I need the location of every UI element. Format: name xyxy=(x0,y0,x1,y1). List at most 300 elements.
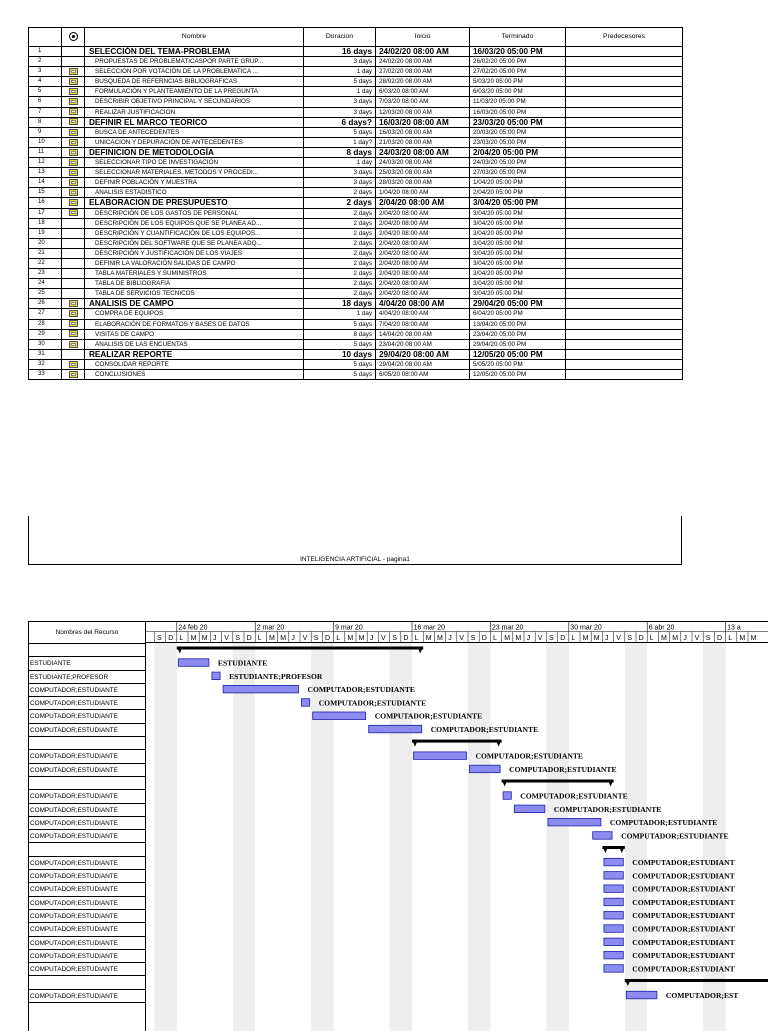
summary-bar[interactable] xyxy=(177,647,423,650)
task-indicator xyxy=(62,370,85,380)
task-name: SELECCIÓN DEL TEMA-PROBLEMA xyxy=(85,47,304,57)
header-id[interactable] xyxy=(29,28,62,47)
notes-icon xyxy=(69,88,78,95)
task-bar[interactable] xyxy=(369,725,422,733)
day-label: V xyxy=(694,635,700,642)
task-row[interactable] xyxy=(29,359,683,369)
summary-end-cap xyxy=(608,780,614,787)
task-start: 12/03/20 08:00 AM xyxy=(376,107,470,117)
resource-name: COMPUTADOR;ESTUDIANTE xyxy=(30,806,118,814)
task-row[interactable] xyxy=(29,258,683,268)
task-predecessors xyxy=(566,178,683,188)
day-label: V xyxy=(224,635,229,642)
task-name: SELECCIONAR MATERIALES, METODOS Y PROCEDI... xyxy=(85,168,304,178)
task-start: 2/04/20 08:00 AM xyxy=(376,218,470,228)
resource-name: COMPUTADOR;ESTUDIANTE xyxy=(30,939,118,947)
task-start: 24/02/20 08:00 AM xyxy=(376,47,470,57)
resource-name: COMPUTADOR;ESTUDIANTE xyxy=(30,926,118,934)
task-duration: 2 days xyxy=(304,208,376,218)
task-bar[interactable] xyxy=(604,898,623,906)
task-start: 6/03/20 08:00 AM xyxy=(376,87,470,97)
resource-name: COMPUTADOR;ESTUDIANTE xyxy=(30,833,118,841)
task-predecessors xyxy=(566,97,683,107)
task-bar-label: COMPUTADOR;ESTUDIANTE xyxy=(307,685,415,695)
header-indicators[interactable] xyxy=(62,28,85,47)
task-bar[interactable] xyxy=(626,991,657,999)
resource-row[interactable] xyxy=(29,724,145,737)
task-row[interactable] xyxy=(29,107,683,117)
task-name: DESCRIPCIÓN Y JUSTIFICACIÓN DE LOS VIAJES xyxy=(85,248,304,258)
resource-name: ESTUDIANTE xyxy=(30,660,71,668)
day-label: L xyxy=(336,635,341,642)
task-predecessors xyxy=(566,329,683,339)
resource-row[interactable] xyxy=(29,963,145,976)
task-predecessors xyxy=(566,147,683,157)
task-indicator xyxy=(62,198,85,208)
day-label: D xyxy=(481,635,487,642)
task-row[interactable] xyxy=(29,127,683,137)
task-finish: 3/04/20 05:00 PM xyxy=(470,198,566,208)
task-bar[interactable] xyxy=(604,912,623,920)
task-start: 2/04/20 08:00 AM xyxy=(376,208,470,218)
task-name: SELECCION POR VOTACIÓN DE LA PROBLEMATICA ... xyxy=(85,67,304,77)
day-label: D xyxy=(560,635,566,642)
task-finish: 3/04/20 05:00 PM xyxy=(470,228,566,238)
task-row[interactable] xyxy=(29,178,683,188)
task-bar[interactable] xyxy=(212,672,220,680)
resource-row[interactable] xyxy=(29,857,145,870)
task-name: FORMULACIÓN Y PLANTEAMIENTO DE LA PREGUNTA xyxy=(85,87,304,97)
task-name: BUSQUEDA DE REFERNCIAS BIBLIOGRAFICAS xyxy=(85,77,304,87)
task-name: ELABORACION DE PRESUPUESTO xyxy=(85,198,304,208)
task-duration: 2 days xyxy=(304,279,376,289)
task-duration: 8 days xyxy=(304,329,376,339)
task-predecessors xyxy=(566,319,683,329)
weekend-shade xyxy=(558,643,569,1031)
resource-row[interactable] xyxy=(29,710,145,723)
task-duration: 1 day xyxy=(304,67,376,77)
summary-end-cap xyxy=(496,740,502,747)
task-row[interactable] xyxy=(29,238,683,248)
task-bar-label: COMPUTADOR;ESTUDIANTE xyxy=(553,804,662,814)
summary-end-cap xyxy=(619,846,625,853)
resource-row[interactable] xyxy=(29,657,145,670)
task-indicator xyxy=(62,319,85,329)
weekend-shade xyxy=(468,643,479,1031)
resource-row[interactable] xyxy=(29,737,145,750)
task-bar[interactable] xyxy=(604,938,623,946)
task-row[interactable] xyxy=(29,370,683,380)
task-bar[interactable] xyxy=(548,818,601,826)
task-finish: 27/03/20 05:00 PM xyxy=(470,168,566,178)
task-bar-label: COMPUTADOR;ESTUDIANT xyxy=(632,964,735,974)
resource-row[interactable] xyxy=(29,644,145,657)
task-bar[interactable] xyxy=(604,951,623,959)
task-id: 9 xyxy=(29,127,62,137)
task-row[interactable] xyxy=(29,228,683,238)
task-indicator xyxy=(62,67,85,77)
task-row[interactable] xyxy=(29,248,683,258)
task-finish: 3/04/20 05:00 PM xyxy=(470,218,566,228)
day-label: S xyxy=(705,635,711,642)
resource-panel xyxy=(28,621,146,1031)
task-bar[interactable] xyxy=(593,832,612,840)
task-finish: 3/04/20 05:00 PM xyxy=(470,269,566,279)
task-row[interactable] xyxy=(29,198,683,208)
task-indicator xyxy=(62,158,85,168)
task-finish: 16/03/20 05:00 PM xyxy=(470,107,566,117)
task-start: 24/03/20 08:00 AM xyxy=(376,158,470,168)
resource-row[interactable] xyxy=(29,790,145,803)
task-id: 15 xyxy=(29,188,62,198)
day-label: S xyxy=(235,635,241,642)
notes-icon xyxy=(69,159,78,166)
task-bar[interactable] xyxy=(223,685,298,693)
resource-row[interactable] xyxy=(29,950,145,963)
task-row[interactable] xyxy=(29,289,683,299)
resource-row[interactable] xyxy=(29,843,145,856)
task-bar-label: COMPUTADOR;ESTUDIANT xyxy=(632,937,735,947)
task-start: 24/02/20 08:00 AM xyxy=(376,57,470,67)
task-row[interactable] xyxy=(29,117,683,127)
resource-row[interactable] xyxy=(29,830,145,843)
weekend-shade xyxy=(546,643,557,1031)
day-label: J xyxy=(605,635,609,642)
task-row[interactable] xyxy=(29,188,683,198)
resource-row[interactable] xyxy=(29,764,145,777)
table-header-row xyxy=(29,28,683,47)
task-bar[interactable] xyxy=(313,712,366,720)
notes-icon xyxy=(69,341,78,348)
task-indicator xyxy=(62,309,85,319)
task-id: 5 xyxy=(29,87,62,97)
task-duration: 3 days xyxy=(304,97,376,107)
task-row[interactable] xyxy=(29,208,683,218)
task-finish: 26/02/20 05:00 PM xyxy=(470,57,566,67)
task-row[interactable] xyxy=(29,147,683,157)
task-id: 8 xyxy=(29,117,62,127)
task-indicator xyxy=(62,97,85,107)
task-row[interactable] xyxy=(29,87,683,97)
notes-icon xyxy=(69,108,78,115)
task-bar[interactable] xyxy=(414,752,467,760)
task-id: 33 xyxy=(29,370,62,380)
resource-name: COMPUTADOR;ESTUDIANTE xyxy=(30,686,118,694)
task-start: 16/03/20 08:00 AM xyxy=(376,117,470,127)
task-predecessors xyxy=(566,349,683,359)
day-label: J xyxy=(683,635,687,642)
day-label: S xyxy=(627,635,633,642)
notes-icon xyxy=(69,310,78,317)
task-bar-label: COMPUTADOR;ESTUDIANTE xyxy=(430,725,539,734)
notes-icon xyxy=(69,199,78,206)
task-duration: 3 days xyxy=(304,168,376,178)
task-row[interactable] xyxy=(29,339,683,349)
day-label: D xyxy=(246,635,252,642)
day-label: M xyxy=(358,635,365,642)
task-start: 7/03/20 08:00 AM xyxy=(376,97,470,107)
resource-row[interactable] xyxy=(29,817,145,830)
task-finish: 12/05/20 05:00 PM xyxy=(470,370,566,380)
task-finish: 6/04/20 05:00 PM xyxy=(470,309,566,319)
task-row[interactable] xyxy=(29,158,683,168)
notes-icon xyxy=(69,98,78,105)
task-name: DEFINIR EL MARCO TEORICO xyxy=(85,117,304,127)
day-label: D xyxy=(325,635,331,642)
gantt-chart xyxy=(146,621,768,1031)
task-name: VISITAS DE CAMPO xyxy=(85,329,304,339)
task-start: 4/04/20 08:00 AM xyxy=(376,299,470,309)
header-start[interactable]: Inicio xyxy=(376,28,470,47)
task-duration: 3 days xyxy=(304,107,376,117)
task-finish: 23/03/20 05:00 PM xyxy=(470,137,566,147)
task-name: DEFINICION DE METODOLOGÍA xyxy=(85,147,304,157)
task-predecessors xyxy=(566,279,683,289)
resource-row[interactable] xyxy=(29,937,145,950)
task-bar[interactable] xyxy=(503,792,511,800)
task-start: 25/03/20 08:00 AM xyxy=(376,168,470,178)
task-start: 27/02/20 08:00 AM xyxy=(376,67,470,77)
task-bar-label: COMPUTADOR;ESTUDIANT xyxy=(632,924,735,934)
task-id: 21 xyxy=(29,248,62,258)
resource-name: COMPUTADOR;ESTUDIANTE xyxy=(30,819,118,827)
resource-row[interactable] xyxy=(29,804,145,817)
resource-row[interactable] xyxy=(29,990,145,1003)
task-bar[interactable] xyxy=(470,765,501,773)
notes-icon xyxy=(69,139,78,146)
resource-name: COMPUTADOR;ESTUDIANTE xyxy=(30,992,118,1000)
task-indicator xyxy=(62,218,85,228)
header-duration[interactable]: Duracion xyxy=(304,28,376,47)
task-id: 27 xyxy=(29,309,62,319)
task-start: 2/04/20 08:00 AM xyxy=(376,258,470,268)
task-predecessors xyxy=(566,339,683,349)
task-bar[interactable] xyxy=(604,925,623,933)
task-start: 28/03/20 08:00 AM xyxy=(376,178,470,188)
notes-icon xyxy=(69,68,78,75)
task-id: 18 xyxy=(29,218,62,228)
task-row[interactable] xyxy=(29,168,683,178)
header-finish[interactable]: Terminado xyxy=(470,28,566,47)
task-bar-label: COMPUTADOR;ESTUDIANT xyxy=(632,897,735,907)
task-bar[interactable] xyxy=(178,659,209,667)
task-duration: 18 days xyxy=(304,299,376,309)
task-row[interactable] xyxy=(29,329,683,339)
task-start: 2/04/20 08:00 AM xyxy=(376,228,470,238)
task-id: 7 xyxy=(29,107,62,117)
resource-name: COMPUTADOR;ESTUDIANTE xyxy=(30,873,118,881)
task-id: 12 xyxy=(29,158,62,168)
task-indicator xyxy=(62,147,85,157)
task-duration: 1 day? xyxy=(304,137,376,147)
resource-name: COMPUTADOR;ESTUDIANTE xyxy=(30,726,118,734)
resource-name: COMPUTADOR;ESTUDIANTE xyxy=(30,952,118,960)
task-row[interactable] xyxy=(29,279,683,289)
task-bar[interactable] xyxy=(604,965,623,973)
task-row[interactable] xyxy=(29,218,683,228)
week-label: 13 a xyxy=(727,624,741,632)
task-predecessors xyxy=(566,238,683,248)
task-predecessors xyxy=(566,137,683,147)
resource-row[interactable] xyxy=(29,684,145,697)
summary-bar[interactable] xyxy=(625,979,768,982)
task-bar-label: COMPUTADOR;ESTUDIANT xyxy=(632,911,735,921)
task-name: ELABORACIÓN DE FORMATOS Y BASES DE DATOS xyxy=(85,319,304,329)
header-name[interactable]: Nombre xyxy=(85,28,304,47)
day-label: V xyxy=(302,635,308,642)
task-indicator xyxy=(62,329,85,339)
task-predecessors xyxy=(566,77,683,87)
summary-start-cap xyxy=(177,647,183,654)
task-duration: 2 days xyxy=(304,238,376,248)
task-bar[interactable] xyxy=(604,858,623,866)
resource-row[interactable] xyxy=(29,883,145,896)
resource-name: COMPUTADOR;ESTUDIANTE xyxy=(30,966,118,974)
task-row[interactable] xyxy=(29,309,683,319)
weekend-shade xyxy=(154,643,165,1031)
task-name: SELECCIONAR TIPO DE INVESTIGACIÓN xyxy=(85,158,304,168)
task-id: 20 xyxy=(29,238,62,248)
task-bar[interactable] xyxy=(302,699,310,707)
task-finish: 16/03/20 05:00 PM xyxy=(470,47,566,57)
day-label: D xyxy=(717,635,723,642)
task-predecessors xyxy=(566,168,683,178)
task-row[interactable] xyxy=(29,299,683,309)
task-row[interactable] xyxy=(29,67,683,77)
task-indicator xyxy=(62,168,85,178)
task-name: DESCRIPCIÓN DE LOS EQUIPOS QUE SE PLANEA AD... xyxy=(85,218,304,228)
task-predecessors xyxy=(566,289,683,299)
task-start: 2/04/20 08:00 AM xyxy=(376,269,470,279)
task-indicator xyxy=(62,107,85,117)
task-name: REALIZAR JUSTIFICACION xyxy=(85,107,304,117)
task-predecessors xyxy=(566,309,683,319)
resource-row[interactable] xyxy=(29,870,145,883)
week-label: 23 mar 20 xyxy=(491,624,524,632)
task-bar[interactable] xyxy=(604,885,623,893)
task-duration: 6 days? xyxy=(304,117,376,127)
task-row[interactable] xyxy=(29,77,683,87)
task-bar[interactable] xyxy=(604,872,623,880)
day-label: S xyxy=(549,635,554,642)
day-label: M xyxy=(201,635,208,642)
resource-row[interactable] xyxy=(29,910,145,923)
resource-row[interactable] xyxy=(29,897,145,910)
task-duration: 16 days xyxy=(304,47,376,57)
task-predecessors xyxy=(566,299,683,309)
task-predecessors xyxy=(566,127,683,137)
task-bar-label: COMPUTADOR;ESTUDIANTE xyxy=(520,791,628,801)
task-start: 6/05/20 08:00 AM xyxy=(376,370,470,380)
task-id: 11 xyxy=(29,147,62,157)
task-id: 26 xyxy=(29,299,62,309)
task-finish: 13/04/20 05:00 PM xyxy=(470,319,566,329)
task-bar-label: ESTUDIANTE;PROFESOR xyxy=(229,671,323,681)
summary-bar[interactable] xyxy=(412,740,502,743)
notes-icon xyxy=(69,361,78,368)
notes-icon xyxy=(69,189,78,196)
task-finish: 3/04/20 05:00 PM xyxy=(470,248,566,258)
day-label: L xyxy=(257,635,262,642)
resource-header[interactable]: Nombres del Recurso xyxy=(29,622,145,644)
week-label: 9 mar 20 xyxy=(335,624,363,632)
notes-icon xyxy=(69,330,78,337)
task-finish: 29/04/20 05:00 PM xyxy=(470,299,566,309)
task-duration: 1 day xyxy=(304,158,376,168)
task-id: 6 xyxy=(29,97,62,107)
task-duration: 10 days xyxy=(304,349,376,359)
summary-bar[interactable] xyxy=(502,780,614,783)
resource-row[interactable] xyxy=(29,671,145,684)
day-label: L xyxy=(571,635,576,642)
task-row[interactable] xyxy=(29,269,683,279)
resource-list xyxy=(29,644,145,1003)
resource-row[interactable] xyxy=(29,750,145,763)
task-finish: 20/03/20 05:00 PM xyxy=(470,127,566,137)
summary-start-cap xyxy=(602,846,608,853)
task-row[interactable] xyxy=(29,349,683,359)
task-row[interactable] xyxy=(29,319,683,329)
task-indicator xyxy=(62,289,85,299)
task-bar-label: COMPUTADOR;ESTUDIANTE xyxy=(621,831,729,841)
header-predecessors[interactable]: Predecesores xyxy=(566,28,683,47)
task-duration: 2 days xyxy=(304,269,376,279)
task-id: 3 xyxy=(29,67,62,77)
task-start: 2/04/20 08:00 AM xyxy=(376,238,470,248)
task-row[interactable] xyxy=(29,137,683,147)
day-label: M xyxy=(504,635,511,642)
resource-row[interactable] xyxy=(29,697,145,710)
task-bar-label: ESTUDIANTE xyxy=(217,658,268,668)
task-finish: 23/04/20 05:00 PM xyxy=(470,329,566,339)
task-duration: 2 days xyxy=(304,188,376,198)
task-table xyxy=(28,27,683,380)
task-bar-label: COMPUTADOR;ESTUDIANT xyxy=(632,858,735,867)
task-row[interactable] xyxy=(29,47,683,57)
weekend-shade xyxy=(166,643,177,1031)
resource-name: ESTUDIANTE;PROFESOR xyxy=(30,673,109,681)
task-name: DESCRIPCIÓN DE LOS GASTOS DE PERSONAL xyxy=(85,208,304,218)
task-duration: 2 days xyxy=(304,198,376,208)
task-bar[interactable] xyxy=(514,805,545,813)
task-indicator xyxy=(62,87,85,97)
task-predecessors xyxy=(566,269,683,279)
task-name: DESCRIPCIÓN Y CUANTIFICACIÓN DE LOS EQUIPOS... xyxy=(85,228,304,238)
week-label: 16 mar 20 xyxy=(413,624,446,632)
task-row[interactable] xyxy=(29,57,683,67)
task-predecessors xyxy=(566,248,683,258)
day-label: M xyxy=(190,635,197,642)
resource-row[interactable] xyxy=(29,923,145,936)
week-label: 30 mar 20 xyxy=(570,624,602,632)
resource-row[interactable] xyxy=(29,777,145,790)
resource-row[interactable] xyxy=(29,976,145,989)
week-label: 6 abr 20 xyxy=(648,624,675,632)
task-name: TABLA DE BIBLIOGRAFIA xyxy=(85,279,304,289)
task-id: 32 xyxy=(29,359,62,369)
task-name: CONCLUSIONES xyxy=(85,370,304,380)
task-row[interactable] xyxy=(29,97,683,107)
task-start: 29/04/20 08:00 AM xyxy=(376,349,470,359)
resource-name: COMPUTADOR;ESTUDIANTE xyxy=(30,859,118,867)
task-finish: 3/04/20 05:00 PM xyxy=(470,238,566,248)
notes-icon xyxy=(69,129,78,136)
day-label: M xyxy=(347,635,354,642)
task-indicator xyxy=(62,269,85,279)
task-indicator xyxy=(62,349,85,359)
task-duration: 2 days xyxy=(304,289,376,299)
task-id: 10 xyxy=(29,137,62,147)
